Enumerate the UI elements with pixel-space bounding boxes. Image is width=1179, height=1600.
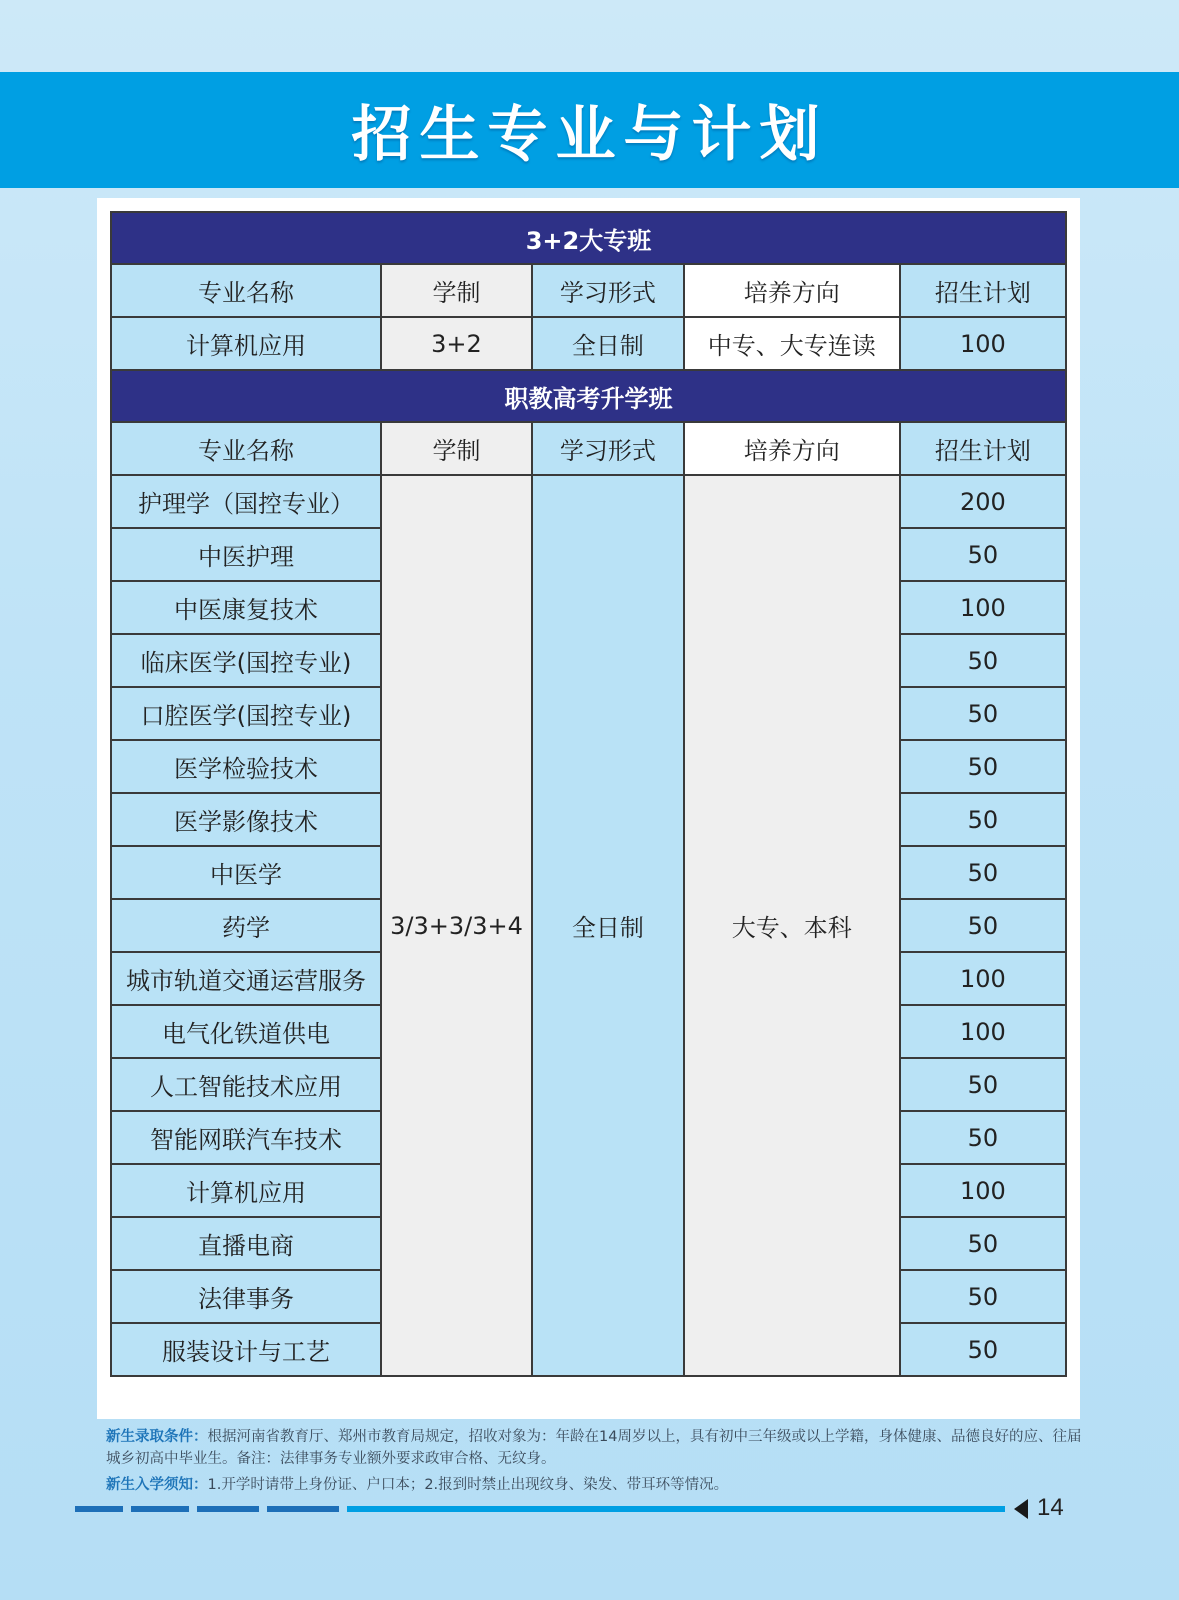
table-row [111,317,1066,370]
footer-bar-segment [131,1506,189,1512]
col-header-major: 专业名称 [111,264,381,317]
col-header-major: 专业名称 [111,422,381,475]
major-name: 药学 [111,899,381,952]
admission-conditions [106,1426,1086,1470]
section-heading: 职教高考升学班 [111,370,1066,422]
admission-text: 根据河南省教育厅、郑州市教育局规定，招收对象为：年龄在14周岁以上，具有初中三年级或以上学籍，身体健康、品德良好的应、往届城乡初高中毕业生。备注：法律事务专业额外要求政审合格、无纹身。 [106,1429,1082,1467]
footer-bar-segment [75,1506,123,1512]
col-header-plan: 招生计划 [900,422,1066,475]
enrollment-plan: 50 [900,1323,1066,1376]
major-name: 临床医学(国控专业) [111,634,381,687]
major-name: 护理学（国控专业） [111,475,381,528]
enrollment-plan: 200 [900,475,1066,528]
major-name: 服装设计与工艺 [111,1323,381,1376]
enrollment-plan: 50 [900,1270,1066,1323]
major-name: 中医护理 [111,528,381,581]
enrollment-plan: 50 [900,1111,1066,1164]
study-system: 3/3+3/3+4 [381,475,532,1376]
section-heading: 3+2大专班 [111,212,1066,264]
entry-text: 1.开学时请带上身份证、户口本；2.报到时禁止出现纹身、染发、带耳环等情况。 [207,1477,729,1493]
title-banner [0,72,1179,188]
col-header-system: 学制 [381,422,532,475]
enrollment-plan: 100 [900,1164,1066,1217]
enrollment-plan: 50 [900,846,1066,899]
enrollment-plan: 50 [900,528,1066,581]
major-name: 直播电商 [111,1217,381,1270]
major-name: 医学检验技术 [111,740,381,793]
major-name: 法律事务 [111,1270,381,1323]
enrollment-plan: 100 [900,581,1066,634]
study-form: 全日制 [532,475,684,1376]
entry-notice [106,1474,1086,1496]
enrollment-plan: 50 [900,899,1066,952]
major-name: 中医康复技术 [111,581,381,634]
enrollment-plan: 50 [900,687,1066,740]
col-header-direction: 培养方向 [684,264,900,317]
footer-bar [347,1506,1005,1512]
page-title: 招生专业与计划 [351,100,828,170]
training-direction: 大专、本科 [684,475,900,1376]
table-row [111,264,1066,317]
major-name: 计算机应用 [111,317,381,370]
enrollment-plan: 50 [900,634,1066,687]
col-header-form: 学习形式 [532,422,684,475]
page-number: 14 [1037,1494,1064,1521]
col-header-form: 学习形式 [532,264,684,317]
enrollment-plan: 100 [900,1005,1066,1058]
major-name: 计算机应用 [111,1164,381,1217]
col-header-plan: 招生计划 [900,264,1066,317]
enrollment-plan-table [110,211,1067,1377]
notes [106,1426,1086,1496]
entry-label: 新生入学须知： [106,1477,208,1493]
table-row [111,212,1066,264]
table-row [111,370,1066,422]
footer-bar-segment [197,1506,259,1512]
study-system: 3+2 [381,317,532,370]
col-header-direction: 培养方向 [684,422,900,475]
page-arrow-icon [1014,1499,1028,1519]
major-name: 智能网联汽车技术 [111,1111,381,1164]
table-row [111,475,1066,528]
study-form: 全日制 [532,317,684,370]
major-name: 医学影像技术 [111,793,381,846]
major-name: 中医学 [111,846,381,899]
enrollment-plan: 100 [900,317,1066,370]
major-name: 城市轨道交通运营服务 [111,952,381,1005]
major-name: 电气化铁道供电 [111,1005,381,1058]
table-row [111,422,1066,475]
enrollment-plan: 50 [900,793,1066,846]
major-name: 人工智能技术应用 [111,1058,381,1111]
admission-label: 新生录取条件： [106,1429,208,1445]
enrollment-plan: 50 [900,1058,1066,1111]
training-direction: 中专、大专连读 [684,317,900,370]
col-header-system: 学制 [381,264,532,317]
footer-bar-segment [267,1506,339,1512]
enrollment-plan: 100 [900,952,1066,1005]
enrollment-plan: 50 [900,740,1066,793]
major-name: 口腔医学(国控专业) [111,687,381,740]
enrollment-plan: 50 [900,1217,1066,1270]
